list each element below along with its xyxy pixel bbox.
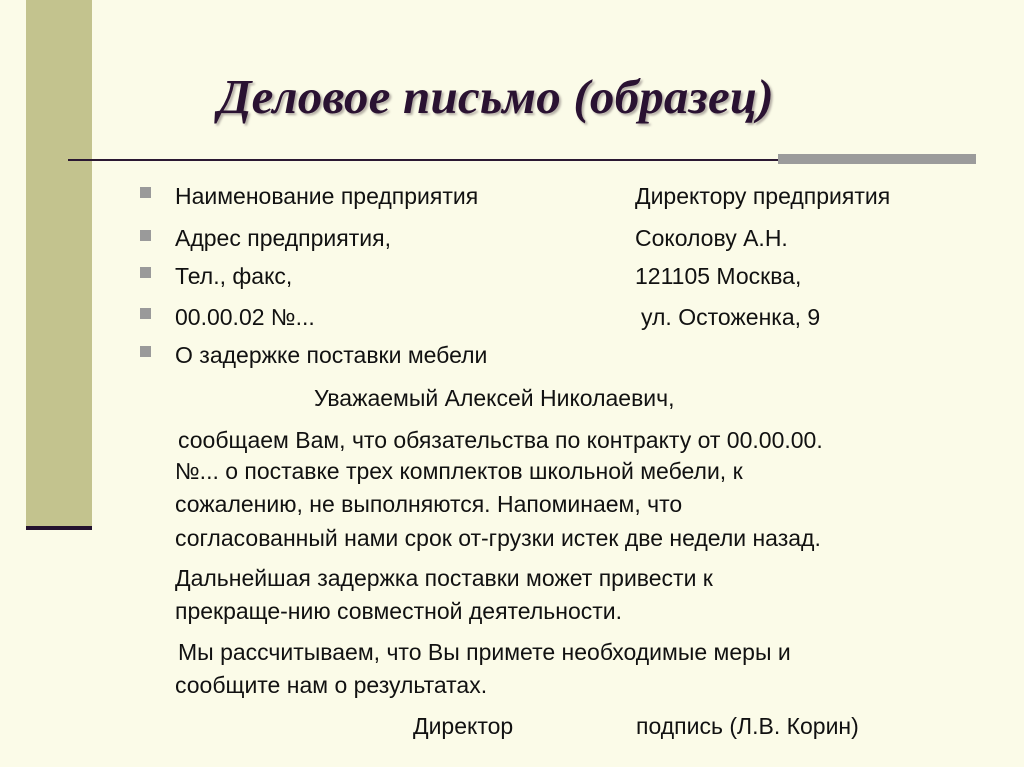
- left-accent-line: [26, 526, 92, 530]
- recipient-position: Директору предприятия: [635, 183, 891, 209]
- recipient-street: ул. Остоженка, 9: [641, 304, 821, 330]
- signature-position: Директор: [413, 713, 514, 739]
- body-para2-line2: прекраще-нию совместной деятельности.: [175, 598, 623, 624]
- body-para1-line3: сожалению, не выполняются. Напоминаем, что: [175, 491, 683, 517]
- sender-address: Адрес предприятия,: [175, 225, 391, 251]
- left-accent-band: [26, 0, 92, 530]
- slide-title: Деловое письмо (образец): [218, 69, 774, 124]
- body-para3-line1: Мы рассчитываем, что Вы примете необходимые меры и: [178, 639, 791, 665]
- recipient-city: 121105 Москва,: [635, 263, 802, 289]
- body-para1-line4: согласованный нами срок от-грузки истек две недели назад.: [175, 525, 821, 551]
- bullet-marker: [140, 230, 151, 241]
- recipient-name: Соколову А.Н.: [635, 225, 788, 251]
- sender-phone-fax: Тел., факс,: [175, 263, 293, 289]
- letter-date-number: 00.00.02 №...: [175, 304, 315, 330]
- body-para2-line1: Дальнейшая задержка поставки может привести к: [175, 565, 713, 591]
- bullet-marker: [140, 267, 151, 278]
- bullet-marker: [140, 187, 151, 198]
- bullet-marker: [140, 346, 151, 357]
- signature-sign: подпись (Л.В. Корин): [636, 713, 859, 739]
- body-para1-line1: сообщаем Вам, что обязательства по контракту от 00.00.00.: [178, 427, 823, 453]
- body-para1-line2: №... о поставке трех комплектов школьной мебели, к: [175, 458, 743, 484]
- body-para3-line2: сообщите нам о результатах.: [175, 672, 488, 698]
- letter-subject: О задержке поставки мебели: [175, 342, 488, 368]
- bullet-marker: [140, 308, 151, 319]
- sender-company-name: Наименование предприятия: [175, 183, 479, 209]
- greeting: Уважаемый Алексей Николаевич,: [314, 385, 675, 411]
- title-divider-accent: [778, 154, 976, 164]
